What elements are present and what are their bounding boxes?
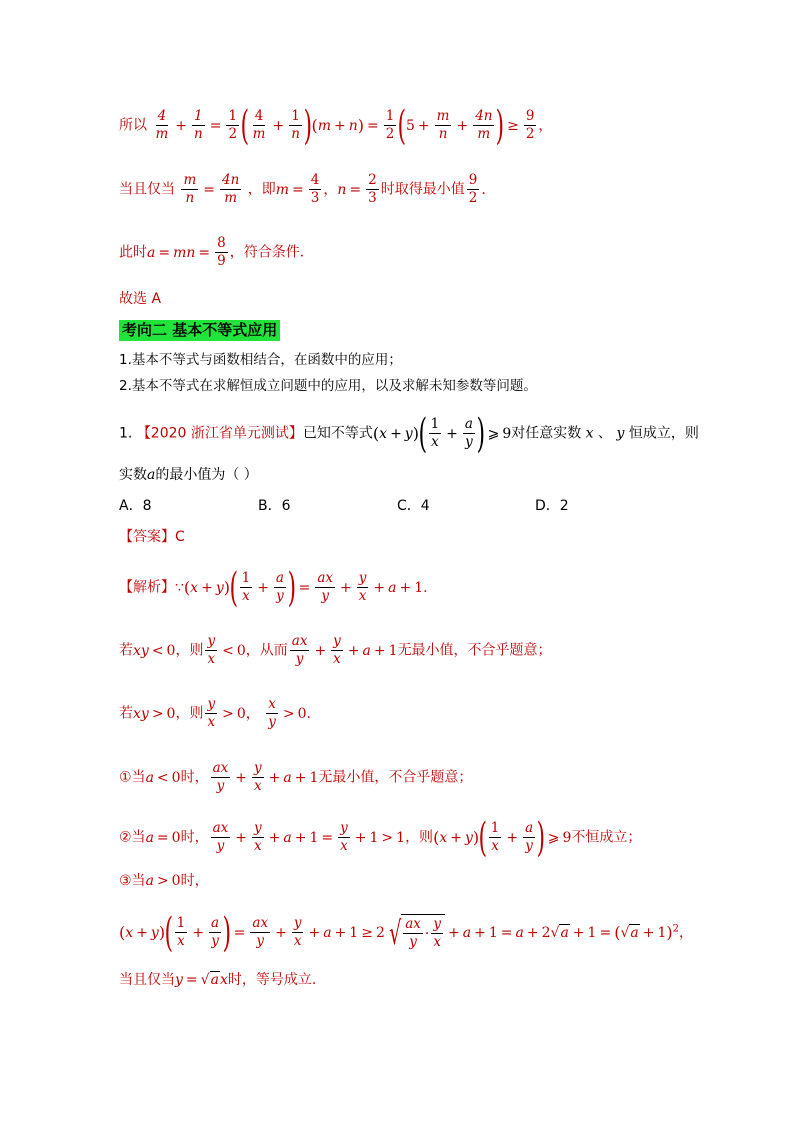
question-stem-d: 实数 <box>119 467 147 483</box>
final-a: 当且仅当 <box>119 972 175 988</box>
question-stem-a: 已知不等式 <box>302 425 373 442</box>
analysis-case-2 <box>119 696 311 731</box>
case1-b: ，则 <box>175 642 204 659</box>
text-guxuan: 故选 A <box>119 291 162 307</box>
analysis-sub-3 <box>119 874 209 888</box>
formula-a1: ∵(x + y)( $\frac{1}{x}$ + $\frac{a}{y}$ ) = $\frac{ax}{y}$ + $\frac{y}{x}$ + a + 1. <box>175 564 428 611</box>
formula-2: $\frac{m}{n}$ = $\frac{4n}{m}$ <box>183 172 240 206</box>
formula-1: $\frac{4}{m}$ + $\frac{1}{n}$ = $\frac{1}{2}$ ( $\frac{4}{m}$ + $\frac{1}{n}$ )(m + n) = $\frac{1}{2}$ (5 + $\frac{m}{n}$ + $\frac{4n}{m}$ ) ≥ $\frac{9}{2}$ ， <box>155 102 553 149</box>
case2-a: 若 <box>119 705 133 722</box>
analysis-sub-3-formula <box>119 909 693 956</box>
sub2-c: ，则 <box>405 829 434 846</box>
sub2-a: ②当 <box>119 829 146 846</box>
formula-c2a: xy > 0 <box>133 705 176 722</box>
analysis-case-1 <box>119 633 552 668</box>
text-dangqie: 当且仅当 <box>119 181 175 198</box>
var-y: y <box>612 425 629 442</box>
analysis-final <box>119 973 316 987</box>
question-stem-c: 恒成立，则 <box>628 425 699 442</box>
sub1-c: 无最小值，不合乎题意； <box>318 769 473 786</box>
final-b: 时，等号成立. <box>227 972 317 988</box>
answer-value: C <box>175 529 185 545</box>
line-1 <box>119 102 553 149</box>
answer-line <box>119 530 185 544</box>
answer-label: 【答案】 <box>119 529 175 545</box>
question-source: 【2020 浙江省单元测试】 <box>136 425 303 442</box>
analysis-sub-1 <box>119 760 472 795</box>
section-point-2: 2.基本不等式在求解恒成立问题中的应用，以及求解未知参数等问题。 <box>119 378 537 394</box>
formula-c1a: xy < 0 <box>133 642 176 659</box>
var-x: x <box>581 425 599 442</box>
sub1-a: ①当 <box>119 769 146 786</box>
formula-c2b: $\frac{y}{x}$ > 0， $\frac{x}{y}$ > 0. <box>207 696 311 730</box>
formula-s1a: a < 0 <box>145 769 181 786</box>
analysis-line-1 <box>119 564 428 611</box>
formula-s1b: $\frac{ax}{y}$ + $\frac{y}{x}$ + a + 1 <box>212 760 319 794</box>
formula-s2c: (x + y)( $\frac{1}{x}$ + $\frac{a}{y}$ ) ⩾ 9 <box>433 814 572 861</box>
text-ji: ，即 <box>247 181 276 198</box>
option-d: D．2 <box>535 498 569 514</box>
section-heading: 考向二 基本不等式应用 <box>119 320 280 341</box>
formula-c1b: $\frac{y}{x}$ < 0 <box>207 633 246 667</box>
line-2 <box>119 172 495 207</box>
formula-3: a = mn = $\frac{8}{9}$ <box>147 235 226 269</box>
sub3-b: 时， <box>180 873 209 889</box>
case1-c: ，从而 <box>245 642 288 659</box>
line-3 <box>119 235 314 270</box>
sub2-b: 时， <box>180 829 209 846</box>
sub1-b: 时， <box>180 769 209 786</box>
formula-final: y = √ax <box>175 972 228 988</box>
formula-s3a: a > 0 <box>145 873 181 889</box>
case1-d: 无最小值，不合乎题意； <box>397 642 552 659</box>
question-stem-b: 对任意实数 <box>511 425 582 442</box>
section-point-1: 1.基本不等式与函数相结合，在函数中的应用； <box>119 352 402 368</box>
formula-2b: m = $\frac{4}{3}$ ，n = $\frac{2}{3}$ <box>275 172 377 206</box>
formula-2c: $\frac{9}{2}$ ． <box>468 172 496 206</box>
var-a: a <box>147 467 156 483</box>
question-stem-e: 的最小值为（ ） <box>155 467 258 483</box>
analysis-label: 【解析】 <box>119 579 175 596</box>
text-fuhe: ，符合条件． <box>229 244 314 261</box>
sub2-d: 不恒成立； <box>571 829 642 846</box>
text-cishi: 此时 <box>119 244 147 261</box>
formula-s2b: $\frac{ax}{y}$ + $\frac{y}{x}$ + a + 1 = $\frac{y}{x}$ + 1 > 1 <box>212 820 406 854</box>
text-suoyi: 所以 <box>119 117 147 134</box>
option-c: C．4 <box>397 498 430 514</box>
question-line-1: 1. 【2020 浙江省单元测试】已知不等式(x + y)( $\frac{1}{x}$ + $\frac{a}{y}$ ) ⩾ 9对任意实数 x 、 y 恒成立，则 <box>119 410 699 457</box>
question-number: 1. <box>119 425 133 442</box>
option-b: B．6 <box>258 498 291 514</box>
question-line-2 <box>119 468 258 482</box>
formula-s3b: (x + y)( $\frac{1}{x}$ + $\frac{a}{y}$ ) = $\frac{ax}{y}$ + $\frac{y}{x}$ + a + 1 ≥ 2 √ $\frac{ax}{y}$ · $\frac{y}{x}$ + $a + 1 = a + 2√a + 1 = (√a + 1)^2$， <box>119 909 693 956</box>
sub3-a: ③当 <box>119 873 146 889</box>
text-zuixiao: 时取得最小值 <box>380 181 465 198</box>
formula-c1c: $\frac{ax}{y}$ + $\frac{y}{x}$ + a + 1 <box>291 633 398 667</box>
option-a: A．8 <box>119 498 152 514</box>
formula-q: (x + y)( $\frac{1}{x}$ + $\frac{a}{y}$ ) ⩾ 9 <box>372 410 512 457</box>
case2-b: ，则 <box>175 705 204 722</box>
analysis-sub-2 <box>119 814 642 861</box>
formula-s2a: a = 0 <box>145 829 181 846</box>
case1-a: 若 <box>119 642 133 659</box>
